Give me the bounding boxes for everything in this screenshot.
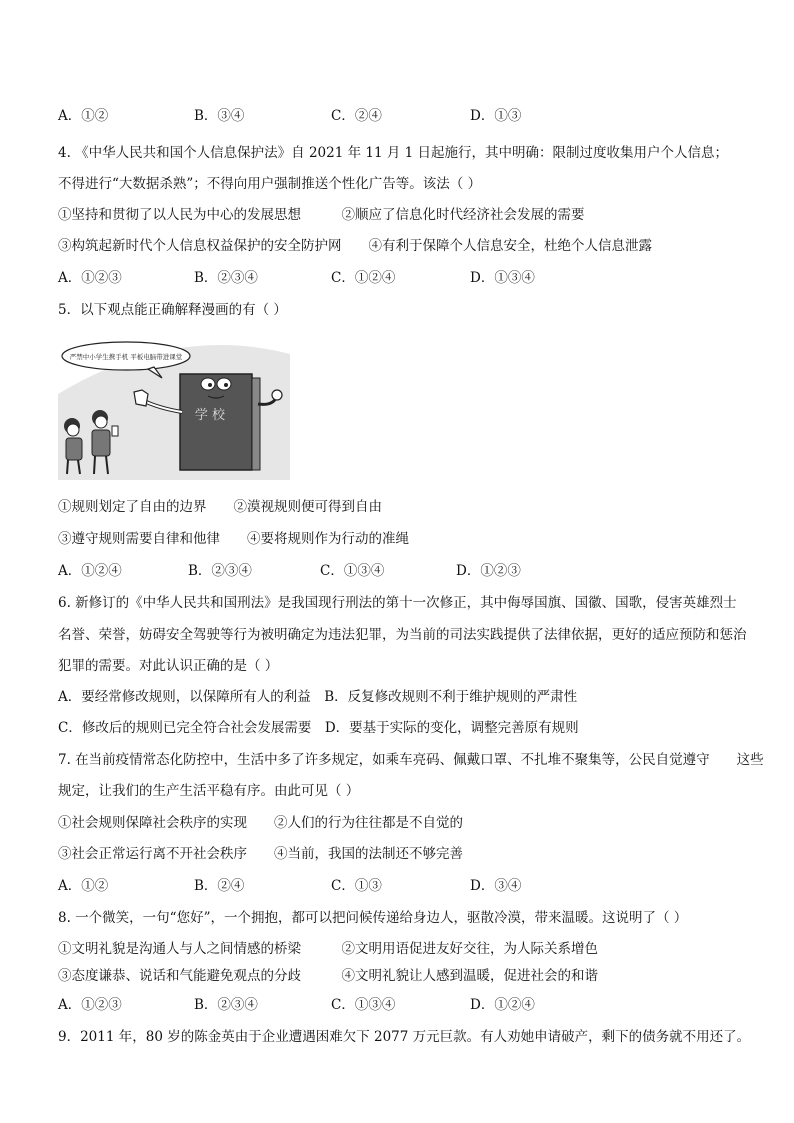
q7-option-a: A．①② <box>58 878 109 894</box>
q4-items-line1: ①坚持和贯彻了以人民为中心的发展思想 ②顺应了信息化时代经济社会发展的需要 <box>58 207 585 223</box>
q6-stem-line1: 6. 新修订的《中华人民共和国刑法》是我国现行刑法的第十一次修正，其中侮辱国旗、国徽、国歌，侵害英雄烈士 <box>58 595 737 611</box>
bubble-text: 严禁中小学生携手机 平板电脑带进课堂 <box>69 353 183 361</box>
q5-option-b: B．②③④ <box>188 563 252 579</box>
q7-items-line2: ③社会正常运行离不开社会秩序 ④当前，我国的法制还不够完善 <box>58 846 463 862</box>
q4-items-line2: ③构筑起新时代个人信息权益保护的安全防护网 ④有利于保障个人信息安全，杜绝个人信息泄露 <box>58 238 652 254</box>
q4-stem-line2: 不得进行“大数据杀熟”；不得向用户强制推送个性化广告等。该法（ ） <box>58 176 482 192</box>
q8-option-b: B．②③④ <box>194 997 258 1013</box>
q7-option-b: B．②④ <box>194 878 245 894</box>
q3-option-b: B．③④ <box>194 108 245 124</box>
q5-items-line2: ③遵守规则需要自律和他律 ④要将规则作为行动的准绳 <box>58 531 409 547</box>
q6-stem-line2: 名誉、荣誉，妨碍安全驾驶等行为被明确定为违法犯罪，为当前的司法实践提供了法律依据，更好的适应预防和惩治 <box>58 627 747 643</box>
q7-stem-line2: 规定，让我们的生产生活平稳有序。由此可见（ ） <box>58 783 360 799</box>
q8-option-d: D．①②④ <box>470 997 535 1013</box>
q8-option-c: C．①③④ <box>331 997 396 1013</box>
school-rules-cartoon <box>58 334 290 480</box>
q6-options-line1: A．要经常修改规则，以保障所有人的利益 B．反复修改规则不利于维护规则的严肃性 <box>58 689 578 705</box>
q7-items-line1: ①社会规则保障社会秩序的实现 ②人们的行为往往都是不自觉的 <box>58 815 463 831</box>
q5-option-d: D．①②③ <box>456 563 521 579</box>
q4-stem-line1: 4. 《中华人民共和国个人信息保护法》自 2021 年 11 月 1 日起施行，其中明确：限制过度收集用户个人信息； <box>58 145 729 161</box>
q5-option-a: A．①②④ <box>58 563 122 579</box>
q3-option-a: A．①② <box>58 108 109 124</box>
q6-options-line2: C．修改后的规则已完全符合社会发展需要 D．要基于实际的变化，调整完善原有规则 <box>58 720 579 736</box>
q7-option-c: C．①③ <box>331 878 382 894</box>
q4-option-c: C．①②④ <box>331 270 396 286</box>
q3-option-d: D．①③ <box>470 108 522 124</box>
q6-stem-line3: 犯罪的需要。对此认识正确的是（ ） <box>58 658 279 674</box>
q4-option-a: A．①②③ <box>58 270 122 286</box>
q4-option-d: D．①③④ <box>470 270 535 286</box>
q8-stem: 8. 一个微笑，一句“您好”，一个拥抱，都可以把问候传递给身边人，驱散冷漠，带来温暖。这说明了（ ） <box>58 910 688 926</box>
q5-items-line1: ①规则划定了自由的边界 ②漠视规则便可得到自由 <box>58 499 382 515</box>
book-label: 学 校 <box>194 408 226 423</box>
q8-items-line2: ③态度谦恭、说话和气能避免观点的分歧 ④文明礼貌让人感到温暖，促进社会的和谐 <box>58 968 598 984</box>
q5-option-c: C．①③④ <box>320 563 385 579</box>
q7-option-d: D．③④ <box>470 878 522 894</box>
q8-items-line1: ①文明礼貌是沟通人与人之间情感的桥梁 ②文明用语促进友好交往，为人际关系增色 <box>58 941 598 957</box>
q5-stem: 5．以下观点能正确解释漫画的有（ ） <box>58 302 287 318</box>
q3-option-c: C．②④ <box>331 108 382 124</box>
q4-option-b: B．②③④ <box>194 270 258 286</box>
q8-option-a: A．①②③ <box>58 997 122 1013</box>
q7-stem-line1: 7. 在当前疫情常态化防控中，生活中多了许多规定，如乘车亮码、佩戴口罩、不扎堆不聚集等，公民自觉遵守 这些 <box>58 752 764 768</box>
q9-stem: 9．2011 年，80 岁的陈金英由于企业遭遇困难欠下 2077 万元巨款。有人劝她申请破产，剩下的债务就不用还了。 <box>58 1029 751 1045</box>
